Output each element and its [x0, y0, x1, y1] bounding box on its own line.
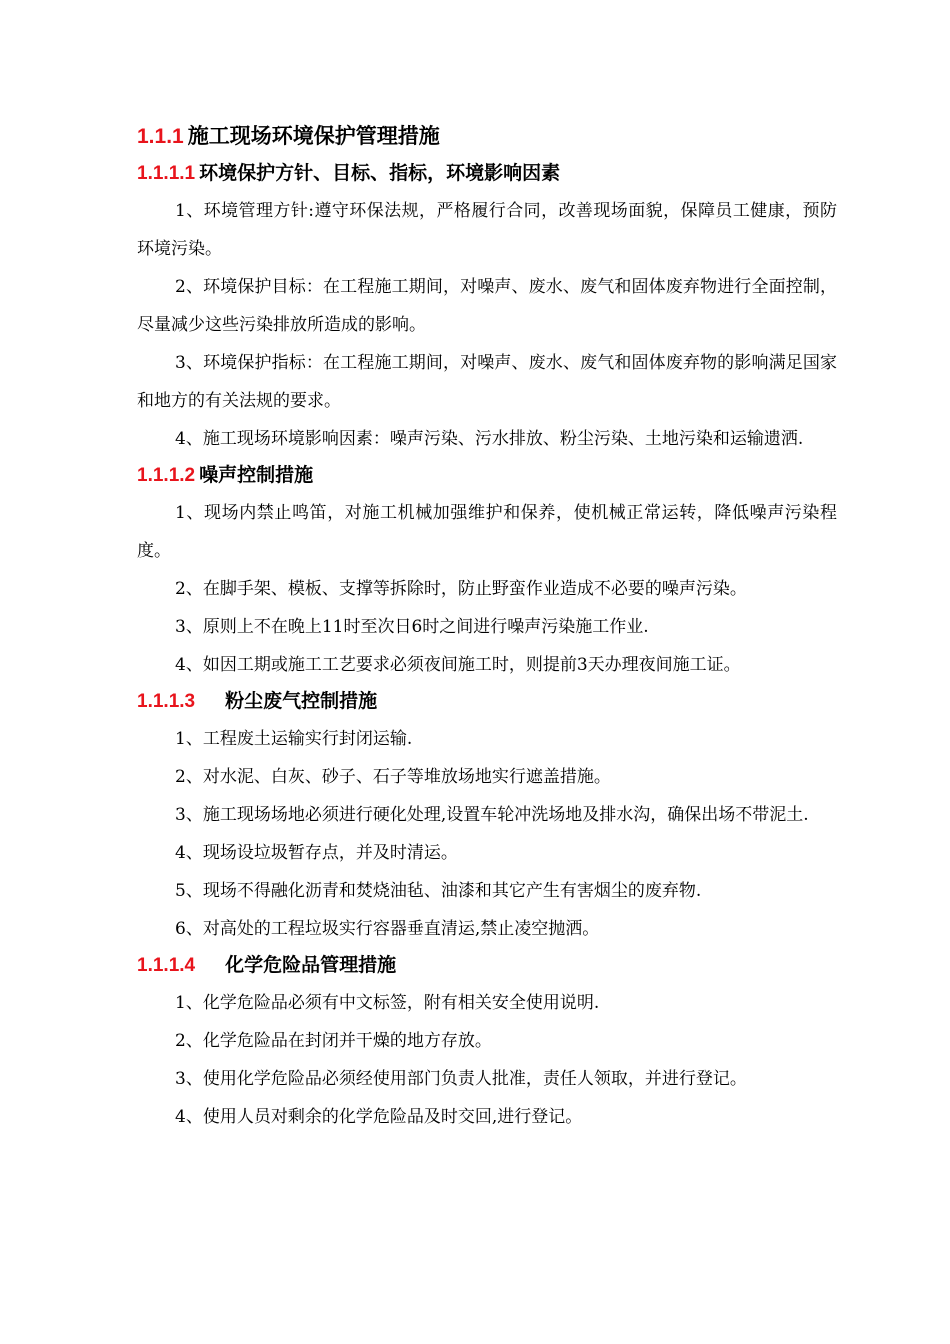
paragraph: 2、对水泥、白灰、砂子、石子等堆放场地实行遮盖措施。 [175, 767, 611, 787]
paragraph: 2、在脚手架、模板、支撑等拆除时，防止野蛮作业造成不必要的噪声污染。 [175, 579, 747, 599]
heading-number: 1.1.1.3 [137, 691, 196, 712]
heading-number: 1.1.1.2 [137, 465, 196, 486]
subsection-heading-3 [137, 684, 837, 720]
paragraph: 1、现场内禁止鸣笛，对施工机械加强维护和保养，使机械正常运转，降低噪声污染程度。 [137, 503, 837, 561]
paragraph: 1、化学危险品必须有中文标签，附有相关安全使用说明. [175, 993, 600, 1013]
heading-number: 1.1.1.4 [137, 955, 196, 976]
paragraph: 3、原则上不在晚上11时至次日6时之间进行噪声污染施工作业. [175, 617, 649, 637]
heading-text: 环境保护方针、目标、指标，环境影响因素 [199, 163, 561, 184]
document-body [137, 118, 837, 1136]
paragraph: 3、环境保护指标：在工程施工期间，对噪声、废水、废气和固体废弃物的影响满足国家和地方的有关法规的要求。 [137, 353, 837, 411]
subsection-heading-4 [137, 948, 837, 984]
paragraph: 4、现场设垃圾暂存点，并及时清运。 [175, 843, 458, 863]
heading-number: 1.1.1 [137, 125, 184, 148]
section-heading-1.1.1 [137, 118, 837, 156]
paragraph: 6、对高处的工程垃圾实行容器垂直清运,禁止凌空抛洒。 [175, 919, 600, 939]
paragraph: 5、现场不得融化沥青和焚烧油毡、油漆和其它产生有害烟尘的废弃物. [175, 881, 702, 901]
paragraph: 4、施工现场环境影响因素：噪声污染、污水排放、粉尘污染、土地污染和运输遗洒. [175, 429, 804, 449]
heading-text: 化学危险品管理措施 [225, 955, 397, 976]
paragraph: 4、使用人员对剩余的化学危险品及时交回,进行登记。 [175, 1107, 583, 1127]
heading-number: 1.1.1.1 [137, 163, 196, 184]
paragraph: 1、环境管理方针:遵守环保法规，严格履行合同，改善现场面貌，保障员工健康，预防环境污染。 [137, 201, 837, 259]
paragraph: 2、化学危险品在封闭并干燥的地方存放。 [175, 1031, 492, 1051]
subsection-heading-2 [137, 458, 837, 494]
heading-text: 施工现场环境保护管理措施 [187, 125, 440, 148]
heading-text: 粉尘废气控制措施 [225, 691, 378, 712]
paragraph: 4、如因工期或施工工艺要求必须夜间施工时，则提前3天办理夜间施工证。 [175, 655, 741, 675]
heading-text: 噪声控制措施 [199, 465, 314, 486]
paragraph: 3、使用化学危险品必须经使用部门负责人批准，责任人领取，并进行登记。 [175, 1069, 747, 1089]
subsection-heading-1 [137, 156, 837, 192]
paragraph: 3、施工现场场地必须进行硬化处理,设置车轮冲洗场地及排水沟，确保出场不带泥土. [175, 805, 809, 825]
paragraph: 1、工程废土运输实行封闭运输. [175, 729, 413, 749]
paragraph: 2、环境保护目标：在工程施工期间，对噪声、废水、废气和固体废弃物进行全面控制，尽量减少这些污染排放所造成的影响。 [137, 277, 837, 335]
